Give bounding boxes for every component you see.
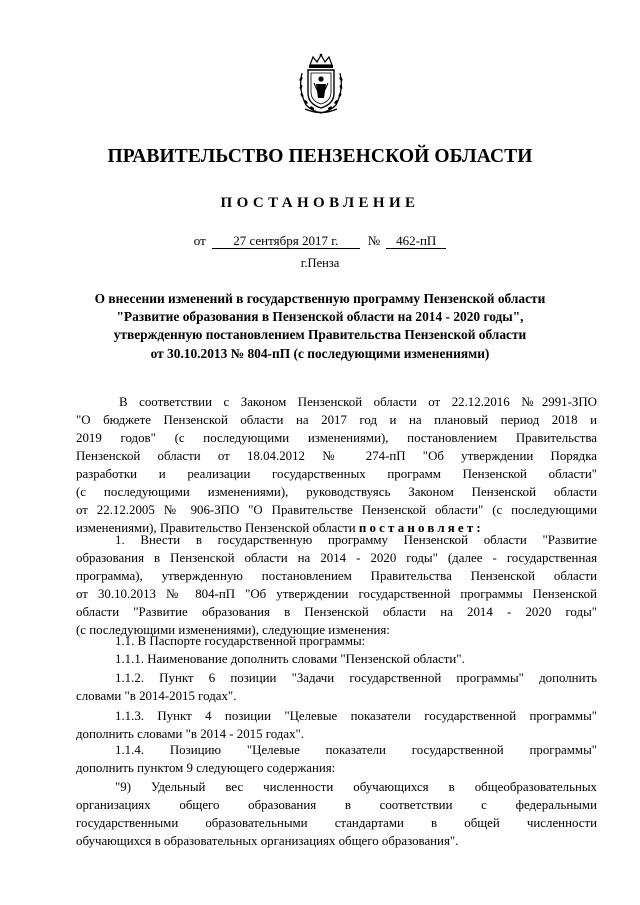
text-line: дополнить словами "в 2014 - 2015 годах". (76, 727, 305, 741)
date-prefix: от (193, 233, 206, 248)
text-line: "9) Удельный вес численности обучающихся в общеобразовательных (115, 780, 597, 794)
item-1-1-1: 1.1.1. Наименование дополнить словами "Пензенской области". (115, 652, 465, 666)
text-line: (с последующими изменениями), руководствуясь Законом Пензенской области (76, 485, 597, 499)
text-line: 1. Внести в государственную программу Пензенской области "Развитие (115, 533, 597, 547)
text-line: 1.1.3. Пункт 4 позиции "Целевые показатели государственной программы" (115, 709, 597, 723)
item-1-1-4 (76, 741, 597, 777)
text-line: 2019 годов" (с последующими изменениями), постановлением Правительства (76, 431, 597, 445)
text-line: образования в Пензенской области на 2014 - 2020 годы" (далее - государственная (76, 551, 597, 565)
text-line: 1.1.2. Пункт 6 позиции "Задачи государственной программы" дополнить (115, 671, 597, 685)
number-sign: № (367, 233, 381, 248)
item-9-quote (76, 778, 597, 850)
text-line: обучающихся в образовательных организациях общего образования". (76, 834, 459, 848)
text-line: (с последующими изменениями), следующие изменения: (76, 623, 390, 637)
text-line: от 30.10.2013 № 804-пП "Об утверждении государственной программы Пензенской (76, 587, 597, 601)
resolves-word: постановляет: (358, 521, 484, 535)
text-line: дополнить пунктом 9 следующего содержания: (76, 761, 336, 775)
city: г.Пенза (300, 256, 340, 270)
text-line: области "Развитие образования в Пензенской области на 2014 - 2020 годы" (76, 605, 597, 619)
text-line: "О бюджете Пензенской области на 2017 год и на плановый период 2018 и (76, 413, 597, 427)
item-1-1: 1.1. В Паспорте государственной программы: (115, 634, 366, 648)
date-number-line (0, 233, 640, 249)
text-line: Пензенской области от 18.04.2012 № 274-пП "Об утверждении Порядка (76, 449, 597, 463)
coat-of-arms-icon (296, 53, 346, 115)
government-title: ПРАВИТЕЛЬСТВО ПЕНЗЕНСКОЙ ОБЛАСТИ (107, 146, 533, 167)
item-1-1-2 (76, 669, 597, 705)
document-type: ПОСТАНОВЛЕНИЕ (220, 195, 420, 211)
text-line: от 22.12.2005 № 906-ЗПО "О Правительстве Пензенской области" (с последующими (76, 503, 597, 517)
text-line: 1.1.4. Позицию "Целевые показатели государственной программы" (115, 743, 597, 757)
heading-line: О внесении изменений в государственную программу Пензенской области (94, 291, 546, 306)
document-date: 27 сентября 2017 г. (212, 234, 360, 249)
basis-paragraph (76, 393, 597, 537)
text-line: разработки и реализации государственных программ Пензенской области" (76, 467, 597, 481)
text-line: организациях общего образования в соответствии с федеральными (76, 798, 597, 812)
text-line: государственными образовательными стандартами в общей численности (76, 816, 597, 830)
item-1-1-3 (76, 707, 597, 743)
text-line: В соответствии с Законом Пензенской области от 22.12.2016 №2991-ЗПО (119, 395, 597, 409)
text-line: словами "в 2014-2015 годах". (76, 689, 237, 703)
basis-last-text: изменениями), Правительство Пензенской области (76, 521, 356, 535)
resolution-heading (70, 290, 570, 363)
heading-line: от 30.10.2013 № 804-пП (с последующими изменениями) (150, 345, 490, 361)
heading-line: "Развитие образования в Пензенской области на 2014 - 2020 годы", (116, 309, 524, 325)
text-line: программа), утвержденную постановлением Правительства Пензенской области (76, 569, 597, 583)
item-1-paragraph (76, 531, 597, 639)
document-number: 462-пП (386, 234, 446, 249)
heading-line: утвержденную постановлением Правительства Пензенской области (113, 327, 527, 343)
